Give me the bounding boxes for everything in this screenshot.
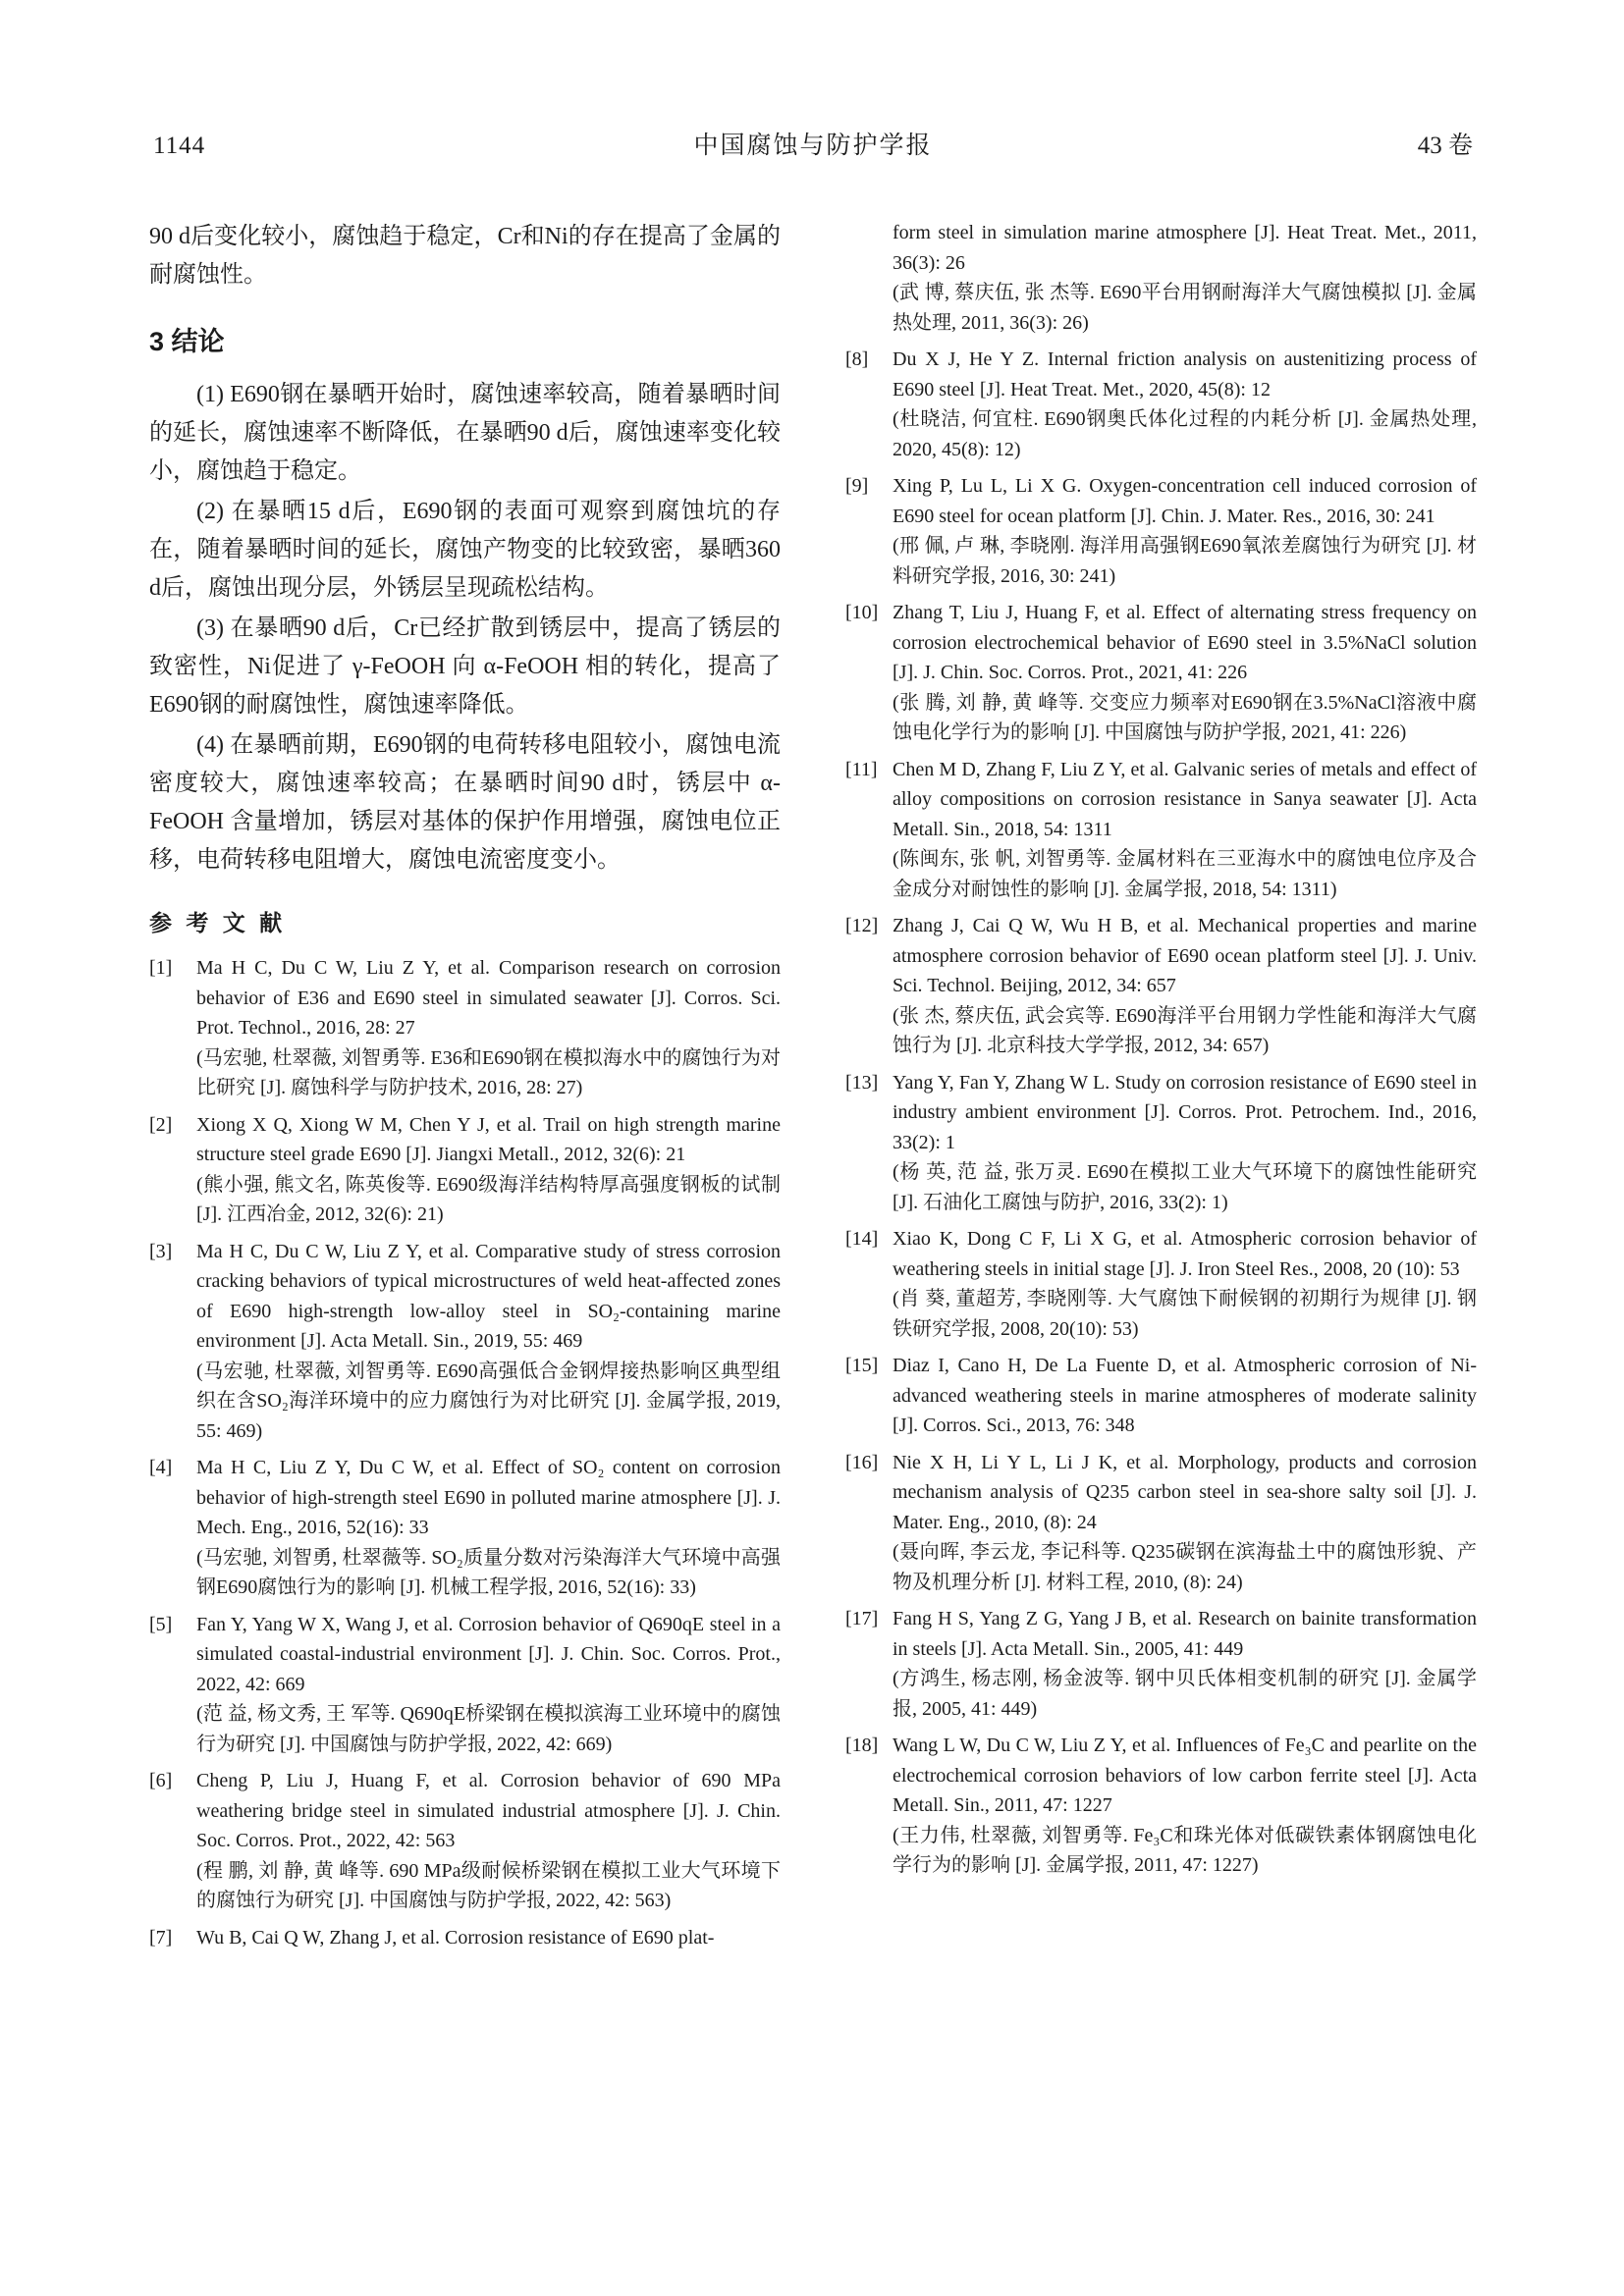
journal-title: 中国腐蚀与防护学报: [693, 133, 933, 159]
reference-label: [11]: [845, 758, 878, 780]
reference-7-continuation: [893, 218, 1477, 338]
reference-item-15: [845, 1351, 1477, 1441]
reference-english-text: Chen M D, Zhang F, Liu Z Y, et al. Galvanic series of metals and effect of alloy compositions on corrosion resistance in Sanya seawater [J]. Acta Metall. Sin., 2018, 54: 1311: [893, 758, 1477, 840]
reference-item-7: [149, 1923, 781, 1953]
reference-chinese-text: (杜晓洁, 何宜柱. E690钢奥氏体化过程的内耗分析 [J]. 金属热处理, 2020, 45(8): 12): [893, 408, 1477, 460]
reference-chinese-text: (方鸿生, 杨志刚, 杨金波等. 钢中贝氏体相变机制的研究 [J]. 金属学报, 2005, 41: 449): [893, 1668, 1477, 1720]
reference-item-4: [149, 1453, 781, 1603]
conclusion-paragraph-2: (2) 在暴晒15 d后，E690钢的表面可观察到腐蚀坑的存在，随着暴晒时间的延长，腐蚀产物变的比较致密，暴晒360 d后，腐蚀出现分层，外锈层呈现疏松结构。: [149, 499, 781, 601]
reference-item-10: [845, 598, 1477, 748]
page-header: [149, 126, 1477, 167]
reference-label: [14]: [845, 1228, 879, 1250]
reference-english-text: Xing P, Lu L, Li X G. Oxygen-concentration cell induced corrosion of E690 steel for ocean platform [J]. Chin. J. Mater. Res., 2016, 30: 241: [893, 475, 1477, 527]
reference-label: [17]: [845, 1608, 879, 1629]
carryover-paragraph: 90 d后变化较小，腐蚀趋于稳定，Cr和Ni的存在提高了金属的耐腐蚀性。: [149, 224, 781, 288]
reference-chinese-text: (范 益, 杨文秀, 王 军等. Q690qE桥梁钢在模拟滨海工业环境中的腐蚀行为研究 [J]. 中国腐蚀与防护学报, 2022, 42: 669): [196, 1703, 781, 1755]
reference-item-3: [149, 1237, 781, 1447]
reference-item-12: [845, 911, 1477, 1061]
reference-english-text: Wu B, Cai Q W, Zhang J, et al. Corrosion resistance of E690 plat-: [196, 1926, 715, 1949]
conclusion-paragraph-3: (3) 在暴晒90 d后，Cr已经扩散到锈层中，提高了锈层的致密性，Ni促进了 γ-FeOOH 向 α-FeOOH 相的转化，提高了E690钢的耐腐蚀性，腐蚀速率降低。: [149, 615, 781, 718]
reference-chinese-text: (陈闽东, 张 帆, 刘智勇等. 金属材料在三亚海水中的腐蚀电位序及合金成分对耐蚀性的影响 [J]. 金属学报, 2018, 54: 1311): [893, 848, 1477, 900]
reference-english-text: Fan Y, Yang W X, Wang J, et al. Corrosion behavior of Q690qE steel in a simulated coastal-industrial environment [J]. J. Chin. Soc. Corros. Prot., 2022, 42: 669: [196, 1613, 781, 1695]
reference-english-text: Zhang T, Liu J, Huang F, et al. Effect of alternating stress frequency on corrosion electrochemical behavior of E690 steel in 3.5%NaCl solution [J]. J. Chin. Soc. Corros. Prot., 2021, 41: 226: [893, 602, 1477, 683]
reference-english-text: Cheng P, Liu J, Huang F, et al. Corrosion behavior of 690 MPa weathering bridge steel in simulated industrial atmosphere [J]. J. Chin. Soc. Corros. Prot., 2022, 42: 563: [196, 1770, 781, 1851]
reference-english-text: Fang H S, Yang Z G, Yang J B, et al. Research on bainite transformation in steels [J]. Acta Metall. Sin., 2005, 41: 449: [893, 1608, 1477, 1660]
reference-chinese-text: (武 博, 蔡庆伍, 张 杰等. E690平台用钢耐海洋大气腐蚀模拟 [J]. 金属热处理, 2011, 36(3): 26): [893, 282, 1477, 334]
reference-label: [12]: [845, 915, 879, 936]
reference-item-16: [845, 1448, 1477, 1598]
reference-item-14: [845, 1224, 1477, 1344]
conclusion-paragraph-4: (4) 在暴晒前期，E690钢的电荷转移电阻较小，腐蚀电流密度较大，腐蚀速率较高；在暴晒时间90 d时，锈层中 α-FeOOH 含量增加，锈层对基体的保护作用增强，腐蚀电位正移，电荷转移电阻增大，腐蚀电流密度变小。: [149, 732, 781, 873]
section-heading-conclusion: 3 结论: [149, 327, 225, 356]
reference-english-text: Du X J, He Y Z. Internal friction analysis on austenitizing process of E690 steel [J]. Heat Treat. Met., 2020, 45(8): 12: [893, 348, 1477, 400]
reference-chinese-text: (马宏驰, 杜翠薇, 刘智勇等. E690高强低合金钢焊接热影响区典型组织在含SO₂海洋环境中的应力腐蚀行为对比研究 [J]. 金属学报, 2019, 55: 469): [196, 1360, 781, 1442]
right-column: [845, 218, 1477, 1959]
reference-english-text: Ma H C, Du C W, Liu Z Y, et al. Comparison research on corrosion behavior of E36 and E690 steel in simulated seawater [J]. Corros. Sci. Prot. Technol., 2016, 28: 27: [196, 957, 781, 1039]
reference-item-5: [149, 1610, 781, 1760]
reference-label: [10]: [845, 602, 879, 623]
reference-item-13: [845, 1068, 1477, 1218]
left-column: [149, 218, 781, 1959]
reference-label: [7]: [149, 1926, 173, 1949]
references-heading: 参 考 文 献: [149, 910, 287, 935]
reference-label: [13]: [845, 1071, 879, 1094]
conclusion-paragraph-1: (1) E690钢在暴晒开始时，腐蚀速率较高，随着暴晒时间的延长，腐蚀速率不断降低，在暴晒90 d后，腐蚀速率变化较小，腐蚀趋于稳定。: [149, 382, 781, 484]
reference-english-text: Ma H C, Liu Z Y, Du C W, et al. Effect of SO₂ content on corrosion behavior of high-strength steel E690 in polluted marine atmosphere [J]. J. Mech. Eng., 2016, 52(16): 33: [196, 1457, 781, 1538]
reference-english-text: Wang L W, Du C W, Liu Z Y, et al. Influences of Fe₃C and pearlite on the electrochemical corrosion behaviors of low carbon ferrite steel [J]. Acta Metall. Sin., 2011, 47: 1227: [893, 1735, 1477, 1816]
reference-english-text: Nie X H, Li Y L, Li J K, et al. Morphology, products and corrosion mechanism analysis of Q235 carbon steel in sea-shore salty soil [J]. J. Mater. Eng., 2010, (8): 24: [893, 1451, 1477, 1533]
reference-item-1: [149, 953, 781, 1103]
reference-english-text: Xiao K, Dong C F, Li X G, et al. Atmospheric corrosion behavior of weathering steels in initial stage [J]. J. Iron Steel Res., 2008, 20 (10): 53: [893, 1228, 1477, 1280]
reference-chinese-text: (张 腾, 刘 静, 黄 峰等. 交变应力频率对E690钢在3.5%NaCl溶液中腐蚀电化学行为的影响 [J]. 中国腐蚀与防护学报, 2021, 41: 226): [893, 691, 1477, 743]
reference-label: [9]: [845, 475, 869, 497]
reference-label: [1]: [149, 957, 173, 979]
reference-item-8: [845, 345, 1477, 464]
page-number: 1144: [153, 133, 206, 159]
reference-english-text: form steel in simulation marine atmosphere [J]. Heat Treat. Met., 2011, 36(3): 26: [893, 222, 1477, 274]
reference-english-text: Xiong X Q, Xiong W M, Chen Y J, et al. Trail on high strength marine structure steel grade E690 [J]. Jiangxi Metall., 2012, 32(6): 21: [196, 1113, 781, 1165]
reference-label: [18]: [845, 1735, 879, 1756]
reference-label: [8]: [845, 348, 869, 370]
reference-chinese-text: (马宏驰, 刘智勇, 杜翠薇等. SO₂质量分数对污染海洋大气环境中高强钢E690腐蚀行为的影响 [J]. 机械工程学报, 2016, 52(16): 33): [196, 1546, 781, 1598]
reference-english-text: Diaz I, Cano H, De La Fuente D, et al. Atmospheric corrosion of Ni-advanced weathering steels in marine atmospheres of moderate salinity [J]. Corros. Sci., 2013, 76: 348: [893, 1355, 1477, 1436]
reference-chinese-text: (熊小强, 熊文名, 陈英俊等. E690级海洋结构特厚高强度钢板的试制 [J]. 江西冶金, 2012, 32(6): 21): [196, 1173, 781, 1225]
reference-item-2: [149, 1110, 781, 1230]
reference-label: [16]: [845, 1451, 879, 1473]
reference-item-11: [845, 755, 1477, 905]
reference-chinese-text: (王力伟, 杜翠薇, 刘智勇等. Fe₃C和珠光体对低碳铁素体钢腐蚀电化学行为的影响 [J]. 金属学报, 2011, 47: 1227): [893, 1824, 1477, 1876]
reference-english-text: Yang Y, Fan Y, Zhang W L. Study on corrosion resistance of E690 steel in industry ambient environment [J]. Corros. Prot. Petrochem. Ind., 2016, 33(2): 1: [893, 1071, 1477, 1153]
reference-chinese-text: (张 杰, 蔡庆伍, 武会宾等. E690海洋平台用钢力学性能和海洋大气腐蚀行为 [J]. 北京科技大学学报, 2012, 34: 657): [893, 1004, 1477, 1056]
reference-label: [2]: [149, 1113, 173, 1136]
reference-item-17: [845, 1604, 1477, 1724]
reference-label: [4]: [149, 1457, 173, 1478]
reference-item-6: [149, 1766, 781, 1916]
reference-chinese-text: (邢 佩, 卢 琳, 李晓刚. 海洋用高强钢E690氧浓差腐蚀行为研究 [J]. 材料研究学报, 2016, 30: 241): [893, 535, 1477, 587]
reference-chinese-text: (肖 葵, 董超芳, 李晓刚等. 大气腐蚀下耐候钢的初期行为规律 [J]. 钢铁研究学报, 2008, 20(10): 53): [893, 1288, 1477, 1340]
page-content: [149, 218, 1477, 1959]
reference-chinese-text: (程 鹏, 刘 静, 黄 峰等. 690 MPa级耐候桥梁钢在模拟工业大气环境下的腐蚀行为研究 [J]. 中国腐蚀与防护学报, 2022, 42: 563): [196, 1859, 781, 1911]
reference-item-9: [845, 471, 1477, 591]
reference-item-18: [845, 1731, 1477, 1881]
reference-chinese-text: (杨 英, 范 益, 张万灵. E690在模拟工业大气环境下的腐蚀性能研究 [J]. 石油化工腐蚀与防护, 2016, 33(2): 1): [893, 1161, 1477, 1213]
reference-chinese-text: (聂向晖, 李云龙, 李记科等. Q235碳钢在滨海盐土中的腐蚀形貌、产物及机理分析 [J]. 材料工程, 2010, (8): 24): [893, 1541, 1477, 1593]
reference-chinese-text: (马宏驰, 杜翠薇, 刘智勇等. E36和E690钢在模拟海水中的腐蚀行为对比研究 [J]. 腐蚀科学与防护技术, 2016, 28: 27): [196, 1046, 781, 1098]
reference-english-text: Ma H C, Du C W, Liu Z Y, et al. Comparative study of stress corrosion cracking behaviors of typical microstructures of weld heat-affected zones of E690 high-strength low-alloy steel in SO₂-containing marine environment [J]. Acta Metall. Sin., 2019, 55: 469: [196, 1240, 781, 1352]
reference-label: [6]: [149, 1770, 173, 1791]
volume-label: 43 卷: [1417, 133, 1473, 159]
reference-label: [15]: [845, 1355, 879, 1376]
reference-label: [3]: [149, 1240, 173, 1262]
reference-english-text: Zhang J, Cai Q W, Wu H B, et al. Mechanical properties and marine atmosphere corrosion behavior of E690 ocean platform steel [J]. J. Univ. Sci. Technol. Beijing, 2012, 34: 657: [893, 915, 1477, 996]
reference-label: [5]: [149, 1613, 173, 1635]
